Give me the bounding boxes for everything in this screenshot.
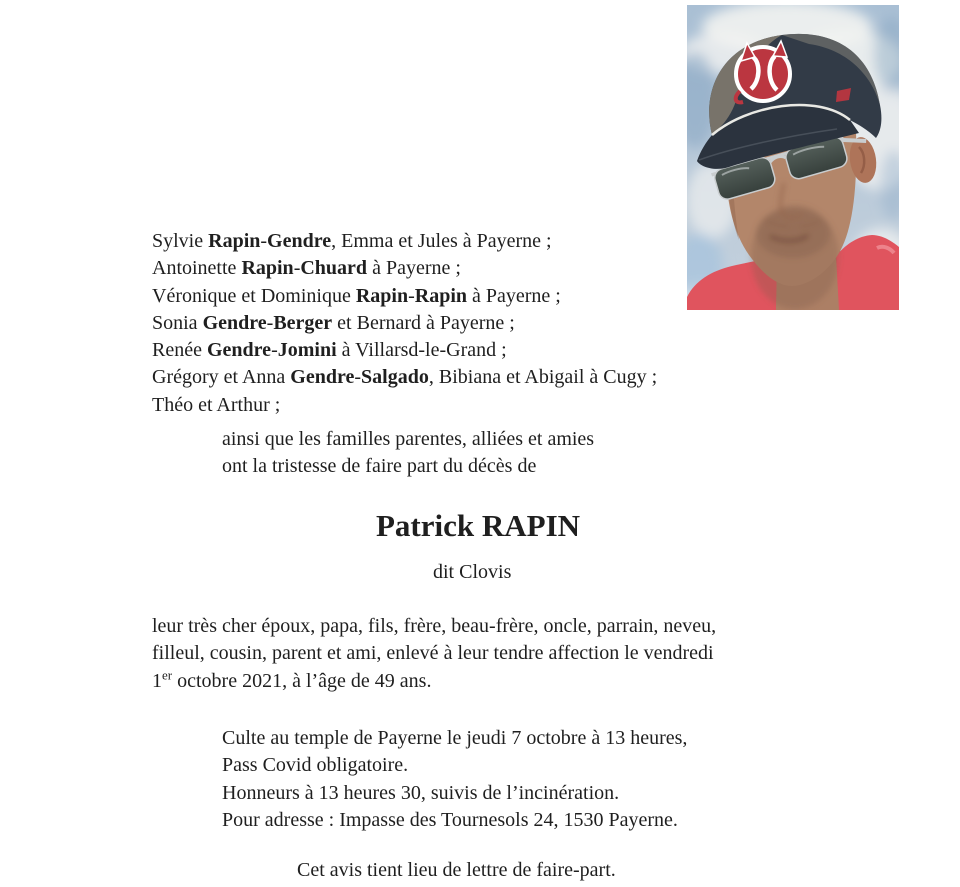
text-line: Théo et Arthur ; xyxy=(152,393,281,416)
text-line: Sonia Gendre-Berger et Bernard à Payerne ; xyxy=(152,311,515,334)
text-line: filleul, cousin, parent et ami, enlevé à leur tendre affection le vendredi xyxy=(152,642,714,665)
closing-note: Cet avis tient lieu de lettre de faire-part. xyxy=(297,859,616,881)
deceased-alias: dit Clovis xyxy=(433,561,512,583)
text-line: Renée Gendre-Jomini à Villarsd-le-Grand ; xyxy=(152,339,507,362)
tribute-paragraph xyxy=(152,613,716,695)
text-line: Sylvie Rapin-Gendre, Emma et Jules à Payerne ; xyxy=(152,230,552,252)
text-line: Culte au temple de Payerne le jeudi 7 octobre à 13 heures, xyxy=(222,727,688,749)
text-line: ont la tristesse de faire part du décès de xyxy=(222,455,537,478)
text-line: Honneurs à 13 heures 30, suivis de l’incinération. xyxy=(222,781,620,804)
nj-devils-logo-icon xyxy=(736,41,790,102)
deceased-name: Patrick RAPIN xyxy=(376,508,581,543)
text-line: ainsi que les familles parentes, alliées et amies xyxy=(222,428,595,450)
intro-paragraph xyxy=(222,426,594,481)
text-line: Pass Covid obligatoire. xyxy=(222,754,409,777)
portrait-photo xyxy=(687,5,899,310)
ceremony-details xyxy=(222,725,687,834)
family-list xyxy=(152,228,657,419)
text-line: Grégory et Anna Gendre-Salgado, Bibiana et Abigail à Cugy ; xyxy=(152,366,658,389)
text-line: Véronique et Dominique Rapin-Rapin à Payerne ; xyxy=(152,284,561,307)
text-line: Pour adresse : Impasse des Tournesols 24, 1530 Payerne. xyxy=(222,808,678,831)
text-line: 1er octobre 2021, à l’âge de 49 ans. xyxy=(152,666,432,692)
text-line: leur très cher époux, papa, fils, frère, beau-frère, oncle, parrain, neveu, xyxy=(152,615,717,637)
text-line: Antoinette Rapin-Chuard à Payerne ; xyxy=(152,257,461,280)
